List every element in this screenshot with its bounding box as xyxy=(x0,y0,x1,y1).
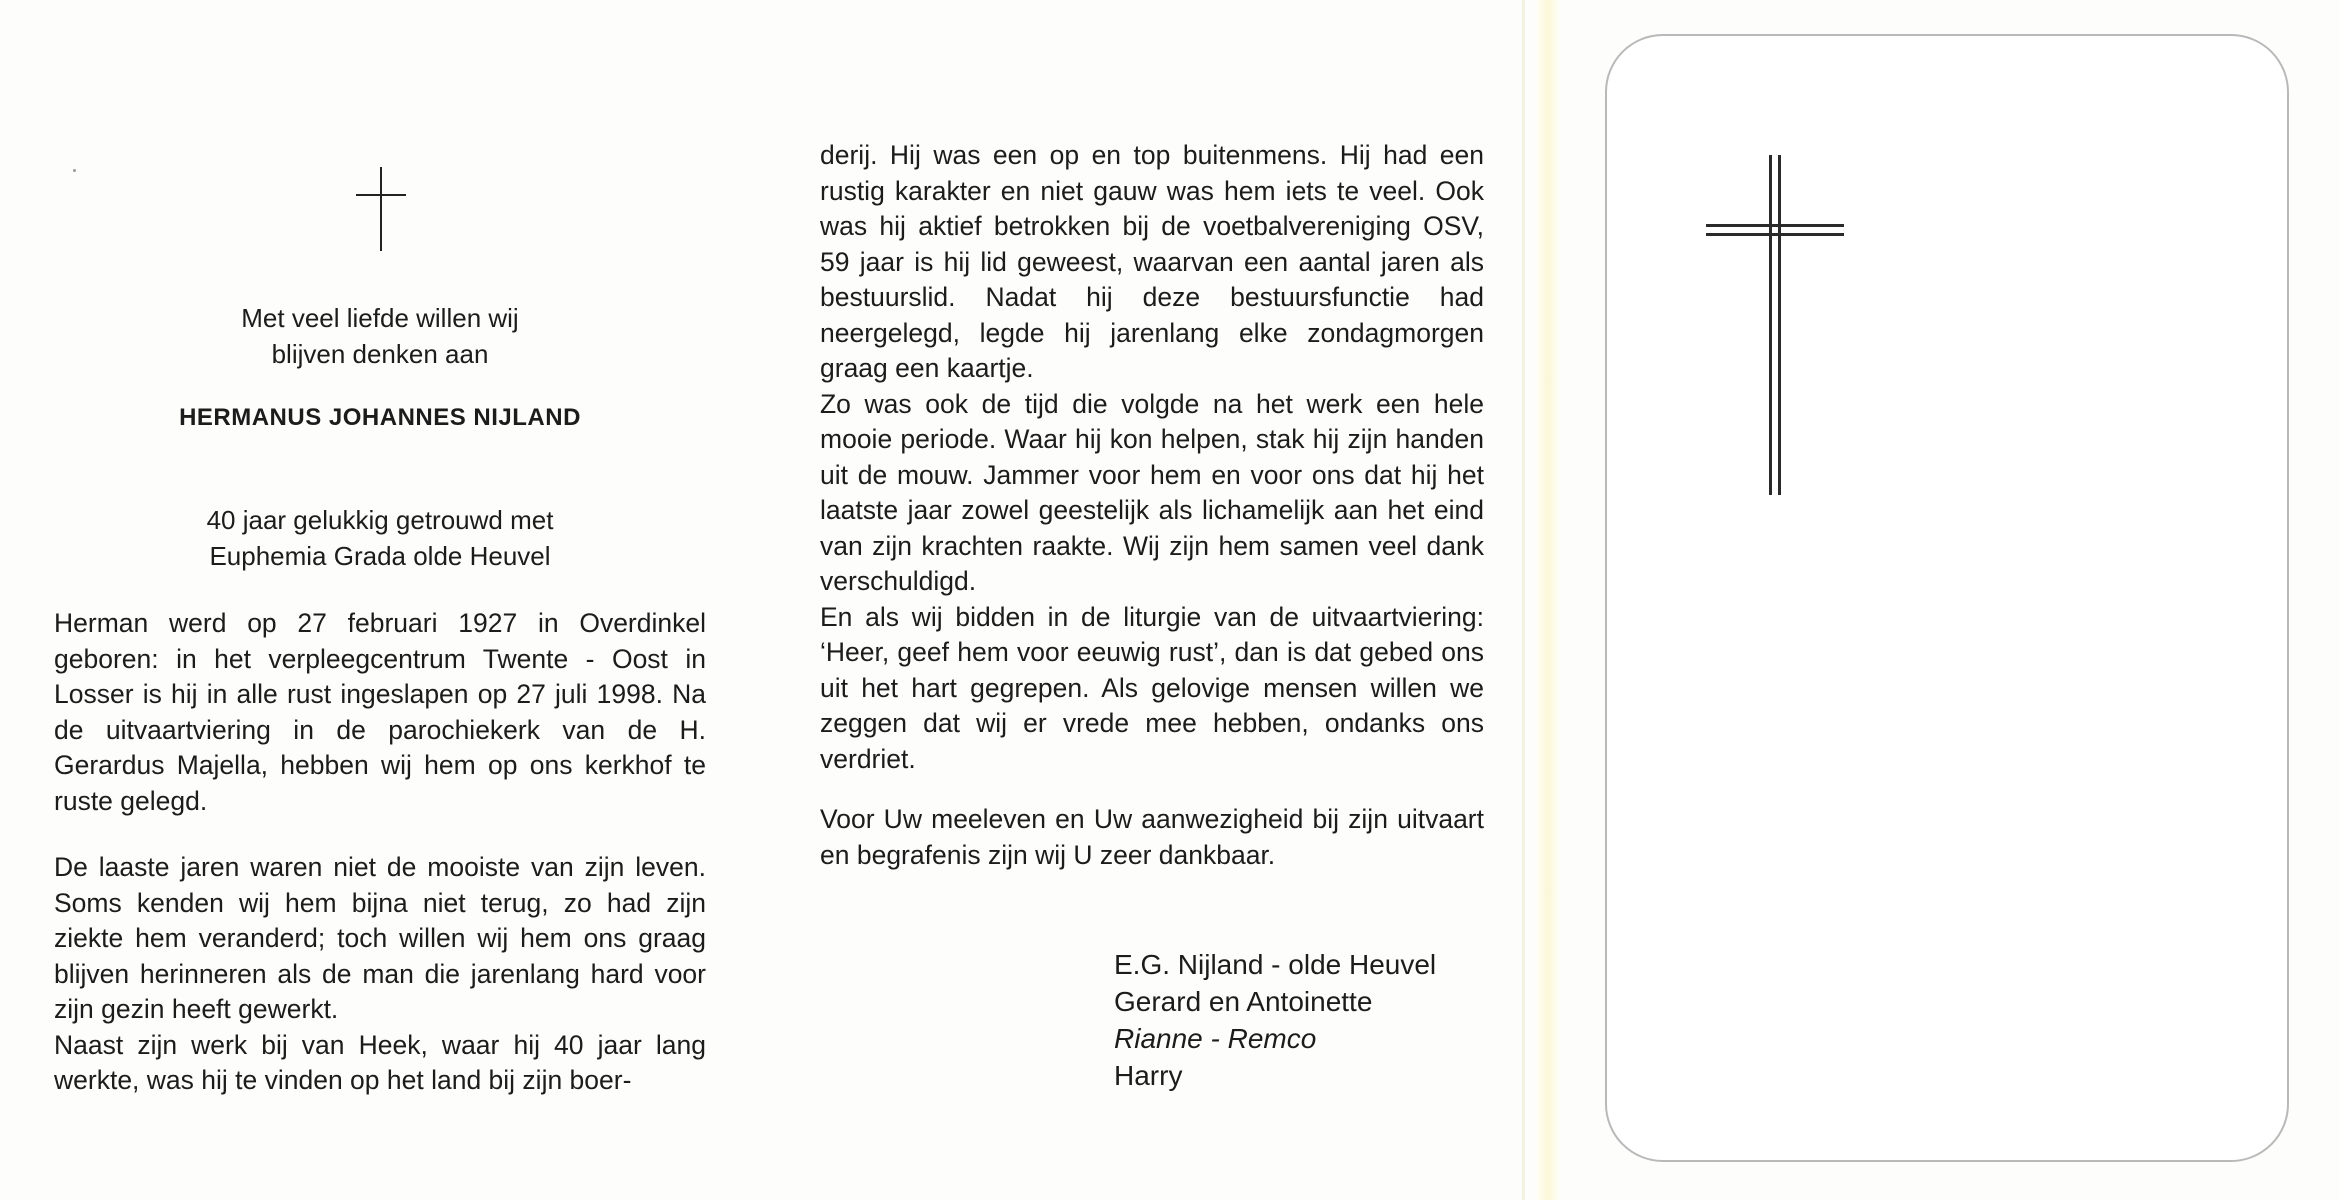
intro-line: blijven denken aan xyxy=(271,339,489,369)
intro-line: Met veel liefde willen wij xyxy=(241,303,519,333)
deceased-name: HERMANUS JOHANNES NIJLAND xyxy=(179,404,581,431)
cross-vertical-bar xyxy=(380,167,382,251)
thanks-paragraph xyxy=(820,802,1484,873)
biography-text: De laaste jaren waren niet de mooiste van zijn leven. Soms kenden wij hem bijna niet terug, zo had zijn ziekte hem veranderd; toch willen wij hem ons graag blijven herinneren als de man die jarenlang hard voor zijn gezin heeft gewerkt. xyxy=(54,852,706,1024)
paper-edge xyxy=(1537,0,1559,1200)
biography-text: Naast zijn werk bij van Heek, waar hij 40 jaar lang werkte, was hij te vinden op het land bij zijn boer- xyxy=(54,1029,706,1095)
signature-line: Harry xyxy=(1114,1060,1183,1091)
signature-line: Rianne - Remco xyxy=(1114,1023,1317,1054)
spouse-name: Euphemia Grada olde Heuvel xyxy=(209,541,551,571)
cross-horizontal-bar xyxy=(356,194,406,196)
family-signatures xyxy=(1114,946,1436,1094)
marriage-line: 40 jaar gelukkig getrouwd met xyxy=(206,505,554,535)
signature-line: E.G. Nijland - olde Heuvel xyxy=(1114,949,1437,980)
fold-line xyxy=(1522,0,1525,1200)
cross-vertical-line xyxy=(1769,155,1772,495)
biography-paragraph xyxy=(820,138,1484,777)
intro-text xyxy=(120,300,640,372)
biography-paragraph xyxy=(54,850,706,1099)
biography-text: Zo was ook de tijd die volgde na het werk een hele mooie periode. Waar hij kon helpen, stak hij zijn handen uit de mouw. Jammer voor hem en voor ons dat hij het laatste jaar zowel geestelijk als lichamelijk aan het eind van zijn krachten raakte. Wij zijn hem samen veel dank verschuldigd. xyxy=(820,388,1484,596)
large-double-cross-icon xyxy=(1706,155,1844,495)
marriage-text xyxy=(80,502,680,574)
paper-speck xyxy=(73,169,76,172)
small-cross-icon xyxy=(356,167,406,251)
biography-text: Herman werd op 27 februari 1927 in Overdinkel geboren: in het verpleegcentrum Twente - Oost in Losser is hij in alle rust ingeslapen op 27 juli 1998. Na de uitvaartviering in de parochiekerk van de H. Gerardus Majella, hebben wij hem op ons kerkhof te ruste gelegd. xyxy=(54,608,706,816)
thanks-text: Voor Uw meeleven en Uw aanwezigheid bij zijn uitvaart en begrafenis zijn wij U zeer dankbaar. xyxy=(820,804,1484,870)
cross-vertical-line xyxy=(1778,155,1781,495)
biography-text: derij. Hij was een op en top buitenmens. Hij had een rustig karakter en niet gauw was hem iets te veel. Ook was hij aktief betrokken bij de voetbalvereniging OSV, 59 jaar is hij lid geweest, waarvan een aantal jaren als bestuurslid. Nadat hij deze bestuursfunctie had neergelegd, legde hij jarenlang elke zondagmorgen graag een kaartje. xyxy=(820,140,1484,383)
cross-horizontal-line xyxy=(1706,224,1844,227)
biography-paragraph xyxy=(54,606,706,819)
cross-horizontal-line xyxy=(1706,233,1844,236)
biography-text: En als wij bidden in de liturgie van de uitvaartviering: ‘Heer, geef hem voor eeuwig rust’, dan is dat gebed ons uit het hart gegrepen. Als gelovige mensen willen we zeggen dat wij er vrede mee hebben, ondanks ons verdriet. xyxy=(820,601,1484,774)
signature-line: Gerard en Antoinette xyxy=(1114,986,1373,1017)
